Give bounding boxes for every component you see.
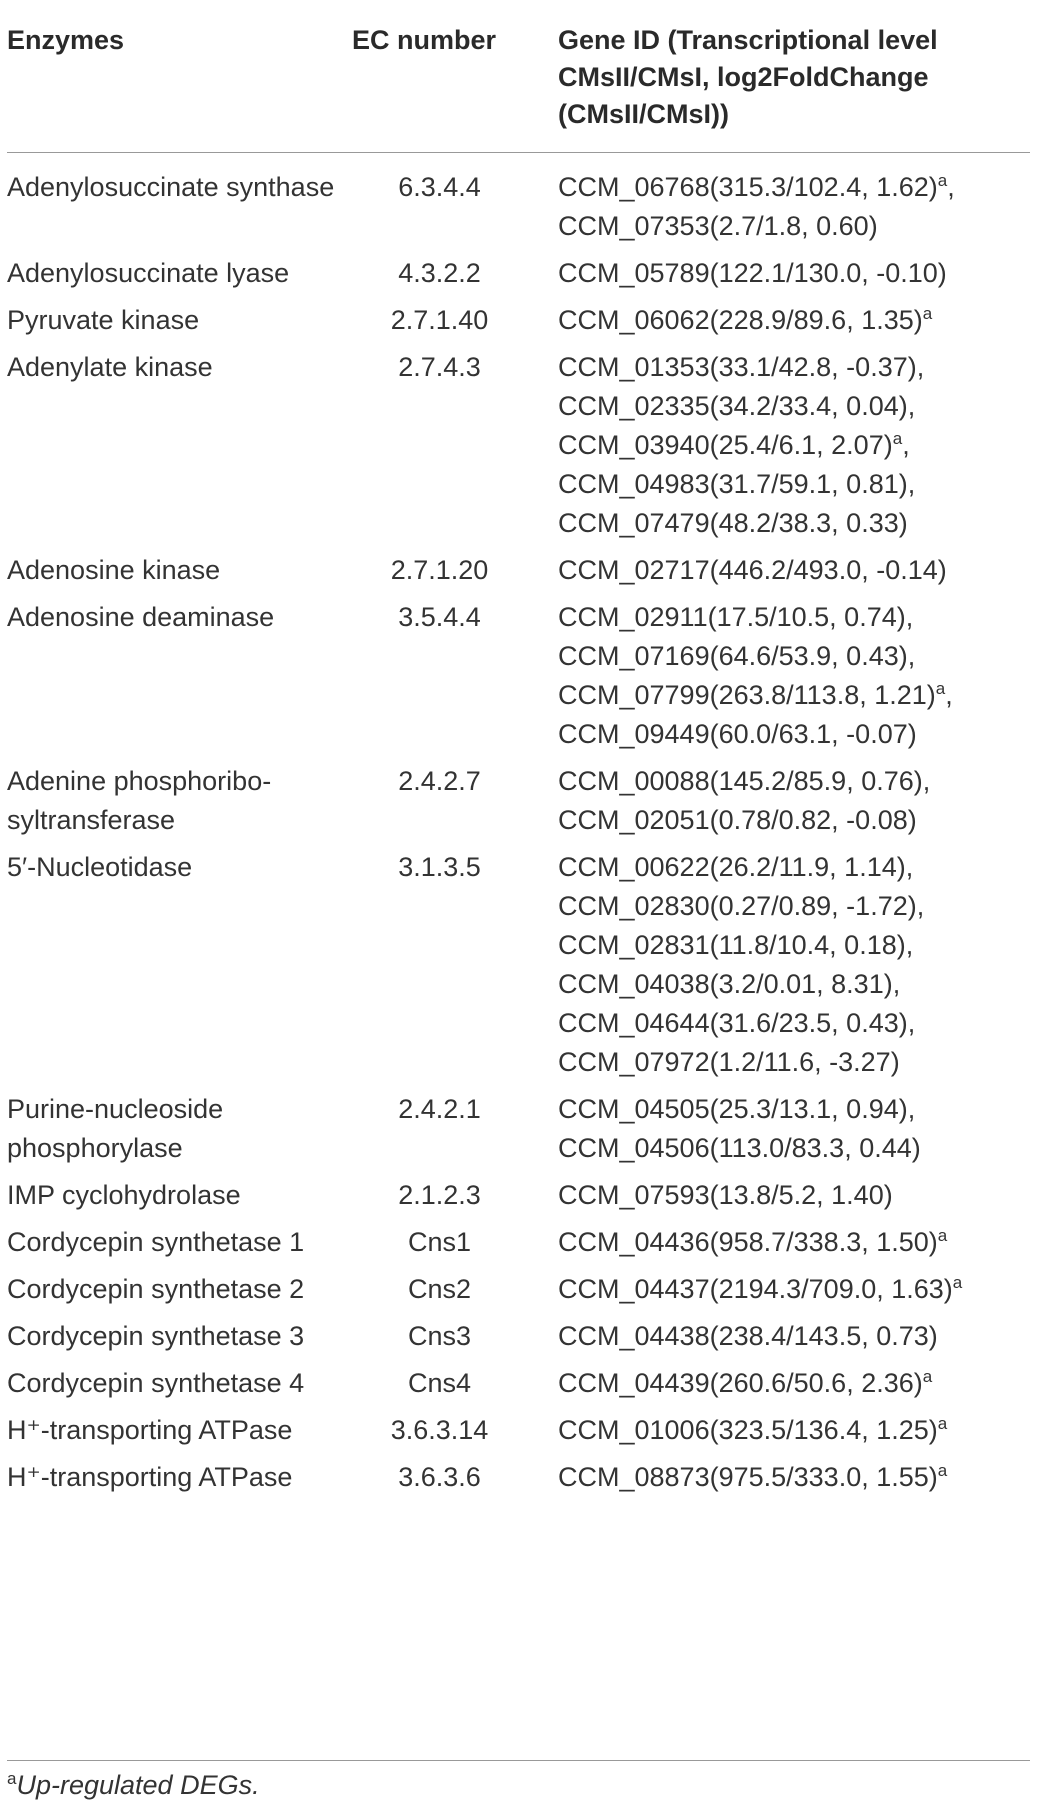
gene-text: CCM_07593(13.8/5.2, 1.40) [558, 1180, 893, 1210]
gene-id-cell [558, 254, 1028, 293]
header-ec-number: EC number [352, 25, 497, 55]
table-header [7, 16, 1030, 153]
gene-id-cell [558, 762, 1028, 840]
gene-text: CCM_07799(263.8/113.8, 1.21) [558, 680, 936, 710]
upregulated-marker: a [935, 679, 946, 698]
enzyme-cell: 5′-Nucleotidase [7, 852, 193, 882]
gene-entry [558, 926, 1028, 965]
gene-entry [558, 676, 1028, 715]
enzyme-cell: Adenine phosphoribo-syltransferase [7, 766, 272, 835]
table-row [7, 1458, 1030, 1505]
gene-id-cell [558, 1090, 1028, 1168]
enzyme-cell: Purine-nucleoside phosphorylase [7, 1094, 224, 1163]
footnote-text: Up-regulated DEGs. [16, 1770, 260, 1800]
gene-text: CCM_03940(25.4/6.1, 2.07) [558, 430, 893, 460]
enzyme-cell: Adenylosuccinate synthase [7, 172, 335, 202]
gene-id-cell [558, 1317, 1028, 1356]
ec-number-cell: 2.7.1.20 [390, 555, 489, 585]
gene-id-cell [558, 1270, 1028, 1309]
gene-id-cell [558, 1411, 1028, 1450]
upregulated-marker: a [892, 429, 903, 448]
table-footnote [7, 1760, 1030, 1808]
footnote-symbol: a [7, 1769, 17, 1788]
table-row [7, 1270, 1030, 1317]
ec-number-cell: 4.3.2.2 [398, 258, 481, 288]
gene-text: CCM_08873(975.5/333.0, 1.55) [558, 1462, 938, 1492]
enzyme-cell: Adenylate kinase [7, 352, 213, 382]
gene-entry [558, 1223, 1028, 1262]
gene-text: CCM_02335(34.2/33.4, 0.04), [558, 391, 916, 421]
enzyme-cell: IMP cyclohydrolase [7, 1180, 241, 1210]
gene-text: CCM_04644(31.6/23.5, 0.43), [558, 1008, 916, 1038]
header-gene-id: Gene ID (Transcriptional level CMsII/CMsI, log2FoldChange (CMsII/CMsI)) [558, 25, 938, 129]
table-row [7, 1176, 1030, 1223]
gene-entry [558, 301, 1028, 340]
upregulated-marker: a [952, 1273, 963, 1292]
gene-id-cell [558, 1364, 1028, 1403]
upregulated-marker: a [937, 1414, 948, 1433]
gene-entry [558, 1004, 1028, 1043]
gene-entry [558, 1043, 1028, 1082]
gene-text: CCM_07972(1.2/11.6, -3.27) [558, 1047, 900, 1077]
enzyme-cell: Pyruvate kinase [7, 305, 200, 335]
gene-id-cell [558, 1458, 1028, 1497]
enzyme-cell: Cordycepin synthetase 2 [7, 1274, 305, 1304]
gene-id-cell [558, 1176, 1028, 1215]
enzyme-cell: Cordycepin synthetase 3 [7, 1321, 305, 1351]
gene-text: CCM_00622(26.2/11.9, 1.14), [558, 852, 914, 882]
gene-entry [558, 426, 1028, 465]
table-row [7, 1223, 1030, 1270]
gene-entry [558, 348, 1028, 387]
ec-number-cell: 2.1.2.3 [398, 1180, 481, 1210]
ec-number-cell: 3.6.3.14 [390, 1415, 489, 1445]
gene-text: CCM_04436(958.7/338.3, 1.50) [558, 1227, 938, 1257]
gene-id-cell [558, 848, 1028, 1082]
ec-number-cell: 3.6.3.6 [398, 1462, 481, 1492]
gene-text: CCM_04439(260.6/50.6, 2.36) [558, 1368, 923, 1398]
table-row [7, 348, 1030, 551]
gene-text: CCM_04438(238.4/143.5, 0.73) [558, 1321, 938, 1351]
gene-text: CCM_04038(3.2/0.01, 8.31), [558, 969, 901, 999]
ec-number-cell: Cns2 [407, 1274, 472, 1304]
table-row [7, 168, 1030, 254]
gene-separator: , [902, 430, 910, 460]
enzyme-cell: H⁺-transporting ATPase [7, 1415, 293, 1445]
gene-entry [558, 1458, 1028, 1497]
gene-text: CCM_04506(113.0/83.3, 0.44) [558, 1133, 921, 1163]
table-row [7, 301, 1030, 348]
gene-entry [558, 254, 1028, 293]
gene-entry [558, 504, 1028, 543]
table-row [7, 1317, 1030, 1364]
gene-separator: , [945, 680, 953, 710]
ec-number-cell: 2.4.2.1 [398, 1094, 481, 1124]
ec-number-cell: 3.5.4.4 [398, 602, 481, 632]
gene-text: CCM_02717(446.2/493.0, -0.14) [558, 555, 947, 585]
upregulated-marker: a [922, 1367, 933, 1386]
enzyme-table [7, 16, 1030, 1505]
gene-id-cell [558, 301, 1028, 340]
enzyme-cell: Cordycepin synthetase 1 [7, 1227, 305, 1257]
gene-entry [558, 1317, 1028, 1356]
ec-number-cell: 2.4.2.7 [398, 766, 481, 796]
gene-text: CCM_01006(323.5/136.4, 1.25) [558, 1415, 938, 1445]
gene-entry [558, 1090, 1028, 1129]
gene-entry [558, 762, 1028, 801]
ec-number-cell: Cns4 [407, 1368, 472, 1398]
gene-text: CCM_04505(25.3/13.1, 0.94), [558, 1094, 916, 1124]
gene-entry [558, 1176, 1028, 1215]
table-row [7, 848, 1030, 1090]
gene-entry [558, 207, 1028, 246]
table-row [7, 254, 1030, 301]
gene-id-cell [558, 551, 1028, 590]
gene-text: CCM_05789(122.1/130.0, -0.10) [558, 258, 947, 288]
gene-entry [558, 551, 1028, 590]
gene-text: CCM_01353(33.1/42.8, -0.37), [558, 352, 925, 382]
enzyme-cell: Cordycepin synthetase 4 [7, 1368, 305, 1398]
table-row [7, 551, 1030, 598]
enzyme-cell: Adenylosuccinate lyase [7, 258, 290, 288]
enzyme-cell: Adenosine deaminase [7, 602, 275, 632]
ec-number-cell: 3.1.3.5 [398, 852, 481, 882]
gene-text: CCM_00088(145.2/85.9, 0.76), [558, 766, 931, 796]
gene-entry [558, 1411, 1028, 1450]
table-row [7, 1090, 1030, 1176]
gene-id-cell [558, 598, 1028, 754]
table-body [7, 153, 1030, 1505]
gene-entry [558, 637, 1028, 676]
header-enzymes: Enzymes [7, 25, 125, 55]
gene-text: CCM_06768(315.3/102.4, 1.62) [558, 172, 938, 202]
gene-entry [558, 465, 1028, 504]
gene-entry [558, 1270, 1028, 1309]
gene-entry [558, 387, 1028, 426]
gene-separator: , [947, 172, 955, 202]
gene-id-cell [558, 348, 1028, 543]
enzyme-cell: Adenosine kinase [7, 555, 221, 585]
table-row [7, 1364, 1030, 1411]
gene-text: CCM_06062(228.9/89.6, 1.35) [558, 305, 923, 335]
upregulated-marker: a [937, 171, 948, 190]
gene-entry [558, 598, 1028, 637]
gene-text: CCM_02831(11.8/10.4, 0.18), [558, 930, 914, 960]
ec-number-cell: 2.7.4.3 [398, 352, 481, 382]
gene-text: CCM_04437(2194.3/709.0, 1.63) [558, 1274, 953, 1304]
enzyme-cell: H⁺-transporting ATPase [7, 1462, 293, 1492]
gene-entry [558, 1364, 1028, 1403]
gene-text: CCM_02830(0.27/0.89, -1.72), [558, 891, 925, 921]
gene-entry [558, 801, 1028, 840]
gene-entry [558, 848, 1028, 887]
table-row [7, 598, 1030, 762]
table-row [7, 762, 1030, 848]
gene-entry [558, 715, 1028, 754]
ec-number-cell: Cns3 [407, 1321, 472, 1351]
upregulated-marker: a [937, 1226, 948, 1245]
gene-entry [558, 887, 1028, 926]
gene-text: CCM_02051(0.78/0.82, -0.08) [558, 805, 917, 835]
gene-text: CCM_02911(17.5/10.5, 0.74), [558, 602, 914, 632]
gene-text: CCM_04983(31.7/59.1, 0.81), [558, 469, 916, 499]
gene-id-cell [558, 168, 1028, 246]
ec-number-cell: Cns1 [407, 1227, 472, 1257]
gene-id-cell [558, 1223, 1028, 1262]
gene-text: CCM_07353(2.7/1.8, 0.60) [558, 211, 878, 241]
gene-entry [558, 1129, 1028, 1168]
table-row [7, 1411, 1030, 1458]
gene-text: CCM_09449(60.0/63.1, -0.07) [558, 719, 917, 749]
gene-text: CCM_07169(64.6/53.9, 0.43), [558, 641, 916, 671]
ec-number-cell: 6.3.4.4 [398, 172, 481, 202]
gene-text: CCM_07479(48.2/38.3, 0.33) [558, 508, 908, 538]
upregulated-marker: a [937, 1461, 948, 1480]
gene-entry [558, 965, 1028, 1004]
ec-number-cell: 2.7.1.40 [390, 305, 489, 335]
upregulated-marker: a [922, 304, 933, 323]
gene-entry [558, 168, 1028, 207]
